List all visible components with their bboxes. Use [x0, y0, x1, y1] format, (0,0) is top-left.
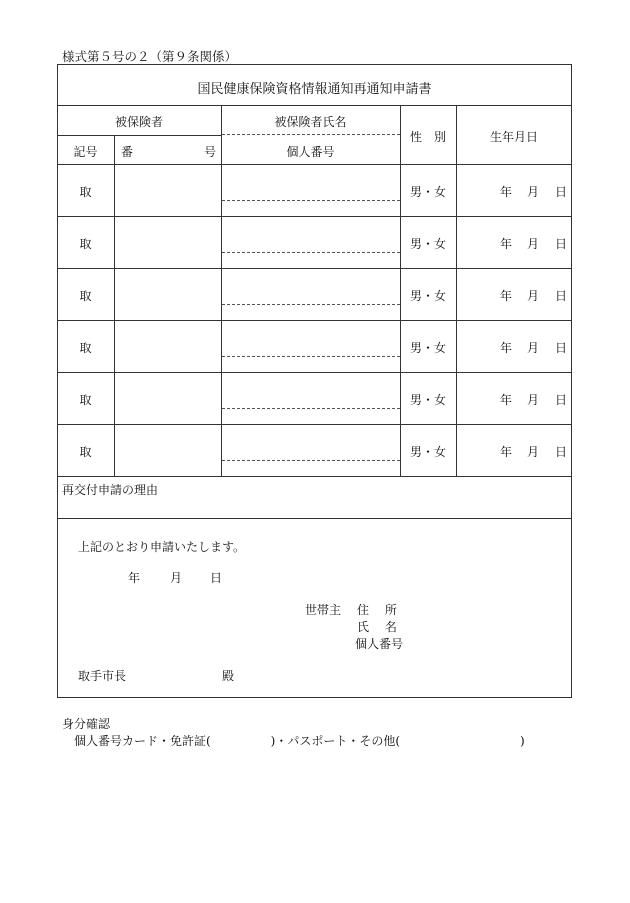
header-birthdate: 生年月日 — [489, 130, 538, 144]
row-sex[interactable]: 男・女 — [409, 445, 446, 459]
rule-row-6 — [57, 476, 572, 477]
rule-row-1 — [57, 216, 572, 217]
dash-row-5 — [222, 408, 400, 409]
row-birth-month: 月 — [527, 237, 540, 251]
row-code: 取 — [79, 185, 92, 199]
header-number-right: 号 — [204, 145, 217, 159]
row-birth-year: 年 — [500, 289, 513, 303]
dash-row-2 — [222, 252, 400, 253]
dash-row-6 — [222, 460, 400, 461]
rule-row-2 — [57, 268, 572, 269]
row-birth-month: 月 — [527, 445, 540, 459]
row-birth-day: 日 — [555, 185, 568, 199]
dash-row-4 — [222, 356, 400, 357]
rule-col-name — [221, 105, 222, 476]
form-title: 国民健康保険資格情報通知再通知申請書 — [197, 82, 432, 97]
rule-row-5 — [57, 424, 572, 425]
row-birth-month: 月 — [527, 341, 540, 355]
row-personal-number-field[interactable] — [224, 462, 398, 474]
row-code: 取 — [79, 237, 92, 251]
row-sex[interactable]: 男・女 — [409, 341, 446, 355]
addressee-honorific: 殿 — [222, 669, 235, 683]
row-birth-day: 日 — [555, 237, 568, 251]
header-number-left: 番 — [121, 145, 134, 159]
dash-row-3 — [222, 304, 400, 305]
row-birth-year: 年 — [500, 445, 513, 459]
row-birth-year: 年 — [500, 393, 513, 407]
row-birth-year: 年 — [500, 341, 513, 355]
row-sex[interactable]: 男・女 — [409, 393, 446, 407]
row-name-field[interactable] — [224, 324, 398, 354]
date-day: 日 — [210, 571, 223, 585]
identity-label: 身分確認 — [62, 717, 111, 731]
row-personal-number-field[interactable] — [224, 254, 398, 266]
identity-items: 個人番号カード・免許証( )・パスポート・その他( ) — [74, 734, 525, 748]
row-birth-year: 年 — [500, 237, 513, 251]
header-sex: 性 別 — [409, 130, 446, 144]
row-name-field[interactable] — [224, 428, 398, 458]
date-month: 月 — [170, 571, 183, 585]
header-personal-number: 個人番号 — [286, 145, 335, 159]
row-code: 取 — [79, 445, 92, 459]
rule-header-bottom — [57, 164, 572, 165]
applicant-personal-number-field[interactable] — [412, 634, 562, 650]
applicant-personal-number-label: 個人番号 — [355, 637, 404, 651]
row-birth-month: 月 — [527, 289, 540, 303]
row-birth-day: 日 — [555, 341, 568, 355]
row-code: 取 — [79, 289, 92, 303]
rule-row-4 — [57, 372, 572, 373]
applicant-address-field[interactable] — [412, 600, 562, 616]
row-birth-day: 日 — [555, 289, 568, 303]
row-name-field[interactable] — [224, 220, 398, 250]
row-personal-number-field[interactable] — [224, 306, 398, 318]
form-number: 様式第５号の２（第９条関係） — [62, 49, 238, 64]
dash-row-1 — [222, 200, 400, 201]
row-personal-number-field[interactable] — [224, 202, 398, 214]
row-birth-year: 年 — [500, 185, 513, 199]
date-year: 年 — [128, 571, 141, 585]
rule-col-birth — [456, 105, 457, 476]
row-code: 取 — [79, 393, 92, 407]
rule-reason-bottom — [57, 518, 572, 519]
row-name-field[interactable] — [224, 272, 398, 302]
addressee-mayor: 取手市長 — [78, 669, 127, 683]
row-birth-month: 月 — [527, 185, 540, 199]
row-name-field[interactable] — [224, 376, 398, 406]
row-name-field[interactable] — [224, 168, 398, 198]
reason-label: 再交付申請の理由 — [62, 483, 159, 497]
rule-row-3 — [57, 320, 572, 321]
applicant-address-label: 住 所 — [357, 603, 397, 617]
row-sex[interactable]: 男・女 — [409, 185, 446, 199]
applicant-name-label: 氏 名 — [357, 620, 397, 634]
row-personal-number-field[interactable] — [224, 410, 398, 422]
header-insured: 被保険者 — [114, 115, 163, 129]
row-sex[interactable]: 男・女 — [409, 237, 446, 251]
rule-title-bottom — [57, 105, 572, 106]
header-code: 記号 — [73, 145, 98, 159]
dash-header — [222, 134, 400, 135]
row-birth-day: 日 — [555, 445, 568, 459]
applicant-name-field[interactable] — [412, 617, 562, 633]
rule-col-code — [114, 135, 115, 476]
row-personal-number-field[interactable] — [224, 358, 398, 370]
applicant-head-label: 世帯主 — [305, 603, 342, 617]
reason-field[interactable] — [62, 497, 567, 515]
rule-header-mid — [57, 135, 221, 136]
statement: 上記のとおり申請いたします。 — [78, 540, 246, 554]
row-birth-day: 日 — [555, 393, 568, 407]
header-insured-name: 被保険者氏名 — [274, 115, 347, 129]
row-code: 取 — [79, 341, 92, 355]
row-sex[interactable]: 男・女 — [409, 289, 446, 303]
row-birth-month: 月 — [527, 393, 540, 407]
